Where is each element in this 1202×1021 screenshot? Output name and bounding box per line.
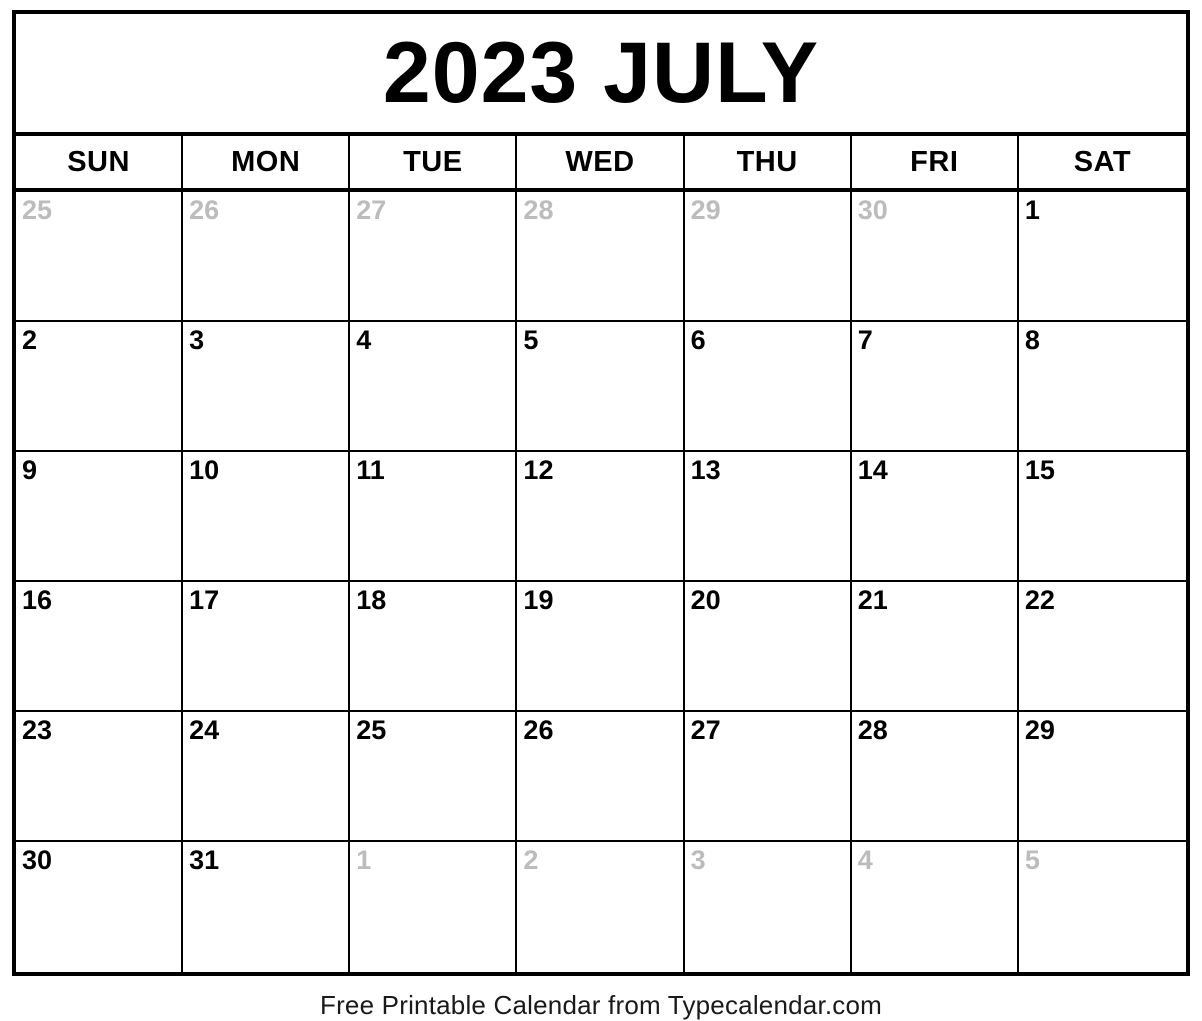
day-number: 4 <box>857 845 873 875</box>
day-cell[interactable] <box>685 322 852 450</box>
calendar-weeks <box>16 192 1186 972</box>
day-number: 15 <box>1024 455 1055 485</box>
day-number: 27 <box>356 195 387 225</box>
day-cell[interactable] <box>517 192 684 320</box>
day-cell[interactable] <box>350 582 517 710</box>
day-number: 23 <box>22 715 53 745</box>
day-number: 5 <box>1024 845 1040 875</box>
day-cell[interactable] <box>16 322 183 450</box>
day-number: 17 <box>189 585 220 615</box>
day-number: 9 <box>22 455 38 485</box>
day-cell[interactable] <box>1019 192 1186 320</box>
day-number: 13 <box>690 455 721 485</box>
day-cell[interactable] <box>350 452 517 580</box>
day-cell[interactable] <box>517 842 684 972</box>
day-number: 25 <box>356 715 387 745</box>
day-cell[interactable] <box>517 322 684 450</box>
day-cell[interactable] <box>183 452 350 580</box>
day-cell[interactable] <box>685 192 852 320</box>
day-number: 30 <box>22 845 53 875</box>
weekday-header-sat: SAT <box>1073 145 1132 178</box>
calendar-container <box>12 10 1190 976</box>
day-number: 16 <box>22 585 53 615</box>
day-cell[interactable] <box>1019 842 1186 972</box>
day-number: 27 <box>690 715 721 745</box>
day-number: 26 <box>189 195 220 225</box>
day-number: 28 <box>523 195 554 225</box>
day-number: 2 <box>523 845 539 875</box>
day-number: 22 <box>1024 585 1055 615</box>
day-cell[interactable] <box>852 322 1019 450</box>
week-row <box>16 582 1186 712</box>
day-number: 29 <box>690 195 721 225</box>
day-number: 20 <box>690 585 721 615</box>
day-cell[interactable] <box>1019 452 1186 580</box>
day-cell[interactable] <box>517 712 684 840</box>
day-number: 11 <box>356 455 385 485</box>
day-number: 25 <box>22 195 53 225</box>
week-row <box>16 452 1186 582</box>
day-cell[interactable] <box>183 842 350 972</box>
weekday-header-sun: SUN <box>16 136 183 188</box>
day-cell[interactable] <box>16 452 183 580</box>
day-cell[interactable] <box>685 452 852 580</box>
day-number: 29 <box>1024 715 1055 745</box>
day-cell[interactable] <box>16 712 183 840</box>
day-number: 5 <box>523 325 539 355</box>
day-number: 26 <box>523 715 554 745</box>
day-cell[interactable] <box>517 452 684 580</box>
day-number: 18 <box>356 585 387 615</box>
day-cell[interactable] <box>183 322 350 450</box>
day-number: 24 <box>189 715 220 745</box>
day-cell[interactable] <box>183 582 350 710</box>
week-row <box>16 712 1186 842</box>
day-number: 2 <box>22 325 38 355</box>
day-cell[interactable] <box>350 712 517 840</box>
day-number: 3 <box>690 845 706 875</box>
day-number: 12 <box>523 455 554 485</box>
day-cell[interactable] <box>1019 582 1186 710</box>
day-cell[interactable] <box>183 192 350 320</box>
day-cell[interactable] <box>183 712 350 840</box>
day-cell[interactable] <box>685 712 852 840</box>
day-cell[interactable] <box>350 842 517 972</box>
day-number: 31 <box>189 845 220 875</box>
day-cell[interactable] <box>16 842 183 972</box>
day-number: 19 <box>523 585 554 615</box>
weekday-header-tue: TUE <box>350 136 517 188</box>
day-cell[interactable] <box>852 842 1019 972</box>
day-number: 30 <box>857 195 888 225</box>
week-row <box>16 192 1186 322</box>
day-number: 1 <box>1024 195 1040 225</box>
day-cell[interactable] <box>517 582 684 710</box>
day-number: 14 <box>857 455 888 485</box>
day-number: 1 <box>356 845 372 875</box>
week-row <box>16 842 1186 972</box>
day-number: 28 <box>857 715 888 745</box>
day-cell[interactable] <box>350 322 517 450</box>
day-cell[interactable] <box>1019 322 1186 450</box>
day-number: 10 <box>189 455 220 485</box>
day-number: 3 <box>189 325 205 355</box>
day-cell[interactable] <box>16 582 183 710</box>
day-cell[interactable] <box>685 842 852 972</box>
day-cell[interactable] <box>16 192 183 320</box>
weekday-header-thu: THU <box>685 136 852 188</box>
calendar-title-bar <box>16 14 1186 136</box>
footer-attribution: Free Printable Calendar from Typecalendar.com <box>319 990 883 1020</box>
day-number: 8 <box>1024 325 1040 355</box>
day-number: 7 <box>857 325 873 355</box>
day-cell[interactable] <box>350 192 517 320</box>
weekday-header-row <box>16 136 1186 192</box>
day-cell[interactable] <box>685 582 852 710</box>
week-row <box>16 322 1186 452</box>
day-cell[interactable] <box>852 582 1019 710</box>
day-cell[interactable] <box>1019 712 1186 840</box>
day-cell[interactable] <box>852 712 1019 840</box>
day-cell[interactable] <box>852 192 1019 320</box>
page-title: 2023 JULY <box>382 25 820 121</box>
day-cell[interactable] <box>852 452 1019 580</box>
day-number: 21 <box>857 585 888 615</box>
day-number: 4 <box>356 325 372 355</box>
weekday-header-fri: FRI <box>852 136 1019 188</box>
day-number: 6 <box>690 325 706 355</box>
weekday-header-wed: WED <box>517 136 684 188</box>
weekday-header-mon: MON <box>183 136 350 188</box>
